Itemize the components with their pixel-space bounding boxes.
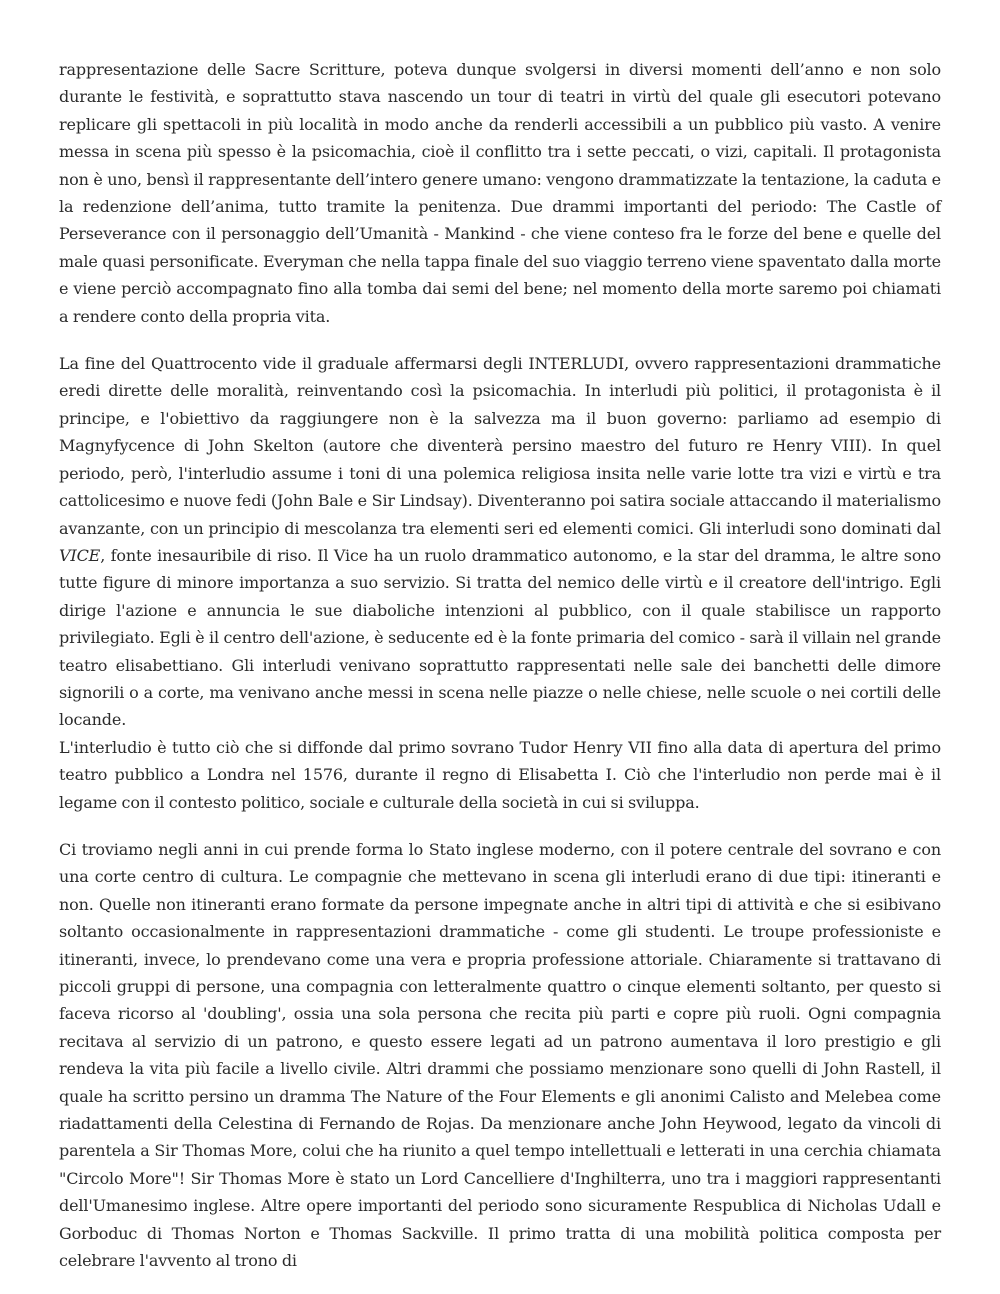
paragraph-companies: Ci troviamo negli anni in cui prende forma lo Stato inglese moderno, con il potere centrale del sovrano e con una corte centro di cultura. Le compagnie che mettevano in scena gli interludi erano di due tipi: itineranti e non. Quelle non itineranti erano formate da persone impegnate anche in altri tipi di attività e che si esibivano soltanto occasionalmente in rappresentazioni drammatiche - come gli studenti. Le troupe professioniste e itineranti, invece, lo prendevano come una vera e propria professione attoriale. Chiaramente si trattavano di piccoli gruppi di persone, una compagnia con letteralmente quattro o cinque elementi soltanto, per questo si faceva ricorso al 'doubling', ossia una sola persona che recita più parti e copre più ruoli. Ogni compagnia recitava al servizio di un patrono, e questo essere legati ad un patrono aumentava il loro prestigio e gli rendeva la vita più facile a livello civile. Altri drammi che possiamo menzionare sono quelli di John Rastell, il quale ha scritto persino un dramma The Nature of the Four Elements e gli anonimi Calisto and Melebea come riadattamenti della Celestina di Fernando de Rojas. Da menzionare anche John Heywood, legato da vincoli di parentela a Sir Thomas More, colui che ha riunito a quel tempo intellettuali e letterati in una cerchia chiamata "Circolo More"! Sir Thomas More è stato un Lord Cancelliere d'Inghilterra, uno tra i maggiori rappresentanti dell'Umanesimo inglese. Altre opere importanti del periodo sono sicuramente Respublica di Nicholas Udall e Gorboduc di Thomas Norton e Thomas Sackville. Il primo tratta di una mobilità politica composta per celebrare l'avvento al trono di — [59, 839, 941, 1271]
interludes-text-part-3: L'interludio è tutto ciò che si diffonde dal primo sovrano Tudor Henry VII fino alla data di apertura del primo teatro pubblico a Londra nel 1576, durante il regno di Elisabetta I. Ciò che l'interludio non perde mai è il legame con il contesto politico, sociale e culturale della società in cui si sviluppa. — [59, 737, 941, 812]
paragraph-interludes — [59, 350, 941, 816]
document-page — [59, 56, 941, 1294]
paragraph-moralities: rappresentazione delle Sacre Scritture, poteva dunque svolgersi in diversi momenti dell’anno e non solo durante le festività, e soprattutto stava nascendo un tour di teatri in virtù del quale gli esecutori potevano replicare gli spettacoli in più località in modo anche da renderli accessibili a un pubblico più vasto. A venire messa in scena più spesso è la psicomachia, cioè il conflitto tra i sette peccati, o vizi, capitali. Il protagonista non è uno, bensì il rappresentante dell’intero genere umano: vengono drammatizzate la tentazione, la caduta e la redenzione dell’anima, tutto tramite la penitenza. Due drammi importanti del periodo: The Castle of Perseverance con il personaggio dell’Umanità - Mankind - che viene conteso fra le forze del bene e quelle del male quasi personificate. Everyman che nella tappa finale del suo viaggio terreno viene spaventato dalla morte e viene perciò accompagnato fino alla tomba dai semi del bene; nel momento della morte saremo poi chiamati a rendere conto della propria vita. — [59, 60, 941, 326]
vice-emphasis: VICE — [59, 545, 101, 565]
interludes-text-part-1: La fine del Quattrocento vide il graduale affermarsi degli INTERLUDI, ovvero rappresentazioni drammatiche eredi dirette delle moralità, reinventando così la psicomachia. In interludi più politici, il protagonista è il principe, e l'obiettivo da raggiungere non è la salvezza ma il buon governo: parliamo ad esempio di Magnyfycence di John Skelton (autore che diventerà persino maestro del futuro re Henry VIII). In quel periodo, però, l'interludio assume i toni di una polemica religiosa insita nelle varie lotte tra vizi e virtù e tra cattolicesimo e nuove fedi (John Bale e Sir Lindsay). Diventeranno poi satira sociale attaccando il materialismo avanzante, con un principio di mescolanza tra elementi seri ed elementi comici. Gli interludi sono dominati dal — [59, 354, 941, 538]
interludes-text-part-2: , fonte inesauribile di riso. Il Vice ha un ruolo drammatico autonomo, e la star del dramma, le altre sono tutte figure di minore importanza a suo servizio. Si tratta del nemico delle virtù e il creatore dell'intrigo. Egli dirige l'azione e annuncia le sue diaboliche intenzioni al pubblico, con il quale stabilisce un rapporto privilegiato. Egli è il centro dell'azione, è seducente ed è la fonte primaria del comico - sarà il villain nel grande teatro elisabettiano. Gli interludi venivano soprattutto rappresentati nelle sale dei banchetti delle dimore signorili o a corte, ma venivano anche messi in scena nelle piazze o nelle chiese, nelle scuole o nei cortili delle locande. — [59, 545, 941, 730]
